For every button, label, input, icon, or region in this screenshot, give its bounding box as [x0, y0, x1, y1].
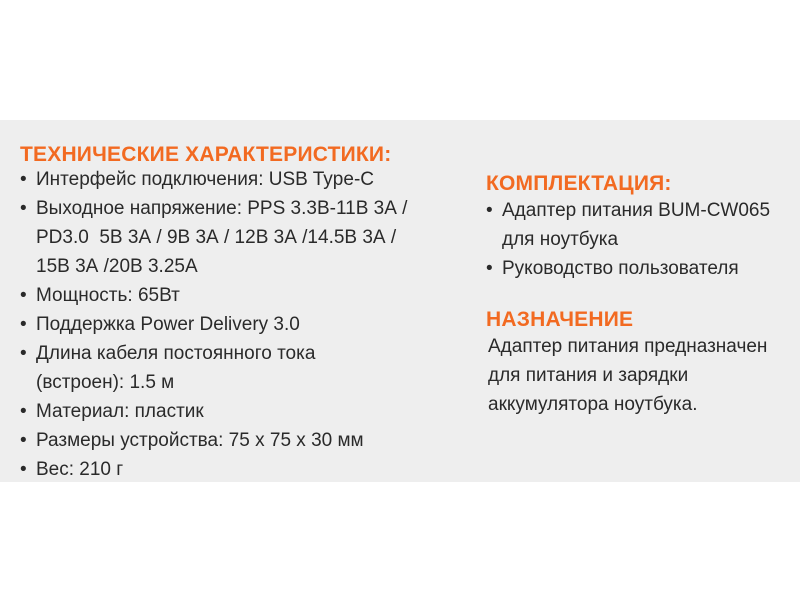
- bullet-icon: •: [20, 430, 27, 451]
- purpose-line: Адаптер питания предназначен: [488, 336, 768, 357]
- bullet-icon: •: [486, 258, 493, 279]
- bullet-icon: •: [20, 314, 27, 335]
- spec-line: Интерфейс подключения: USB Type-C: [36, 169, 374, 190]
- bullet-icon: •: [20, 285, 27, 306]
- package-item-manual: [486, 254, 770, 283]
- spec-item-power: [20, 281, 407, 310]
- spec-line: Материал: пластик: [36, 401, 204, 422]
- specs-heading: ТЕХНИЧЕСКИЕ ХАРАКТЕРИСТИКИ:: [20, 143, 392, 166]
- spec-item-cable-length: [20, 339, 407, 397]
- bullet-icon: •: [486, 200, 493, 221]
- spec-line: Выходное напряжение: PPS 3.3В-11В 3А /: [36, 198, 408, 219]
- purpose-line: для питания и зарядки: [488, 365, 689, 386]
- spec-line: Размеры устройства: 75 х 75 х 30 мм: [36, 430, 364, 451]
- purpose-line: аккумулятора ноутбука.: [488, 394, 698, 415]
- spec-card: [0, 120, 800, 482]
- package-line: для ноутбука: [502, 229, 619, 250]
- spec-item-material: [20, 397, 407, 426]
- package-item-adapter: [486, 196, 770, 254]
- spec-line: Мощность: 65Вт: [36, 285, 180, 306]
- specs-list: [20, 165, 407, 484]
- bullet-icon: •: [20, 459, 27, 480]
- spec-item-dimensions: [20, 426, 407, 455]
- package-line: Адаптер питания BUM-CW065: [502, 200, 771, 221]
- spec-item-weight: [20, 455, 407, 484]
- purpose-text: [488, 332, 767, 419]
- spec-line: Вес: 210 г: [36, 459, 124, 480]
- bullet-icon: •: [20, 401, 27, 422]
- spec-line: (встроен): 1.5 м: [36, 372, 175, 393]
- bullet-icon: •: [20, 343, 27, 364]
- spec-line: Поддержка Power Delivery 3.0: [36, 314, 300, 335]
- spec-line: 15В 3А /20В 3.25А: [36, 256, 198, 277]
- package-list: [486, 196, 770, 283]
- spec-item-power-delivery: [20, 310, 407, 339]
- bullet-icon: •: [20, 198, 27, 219]
- bullet-icon: •: [20, 169, 27, 190]
- spec-item-interface: [20, 165, 407, 194]
- package-heading: КОМПЛЕКТАЦИЯ:: [486, 172, 672, 195]
- spec-line: Длина кабеля постоянного тока: [36, 343, 316, 364]
- spec-line: PD3.0 5В 3А / 9В 3А / 12В 3А /14.5В 3А /: [36, 227, 397, 248]
- spec-item-output-voltage: [20, 194, 407, 281]
- purpose-heading: НАЗНАЧЕНИЕ: [486, 308, 634, 331]
- package-line: Руководство пользователя: [502, 258, 739, 279]
